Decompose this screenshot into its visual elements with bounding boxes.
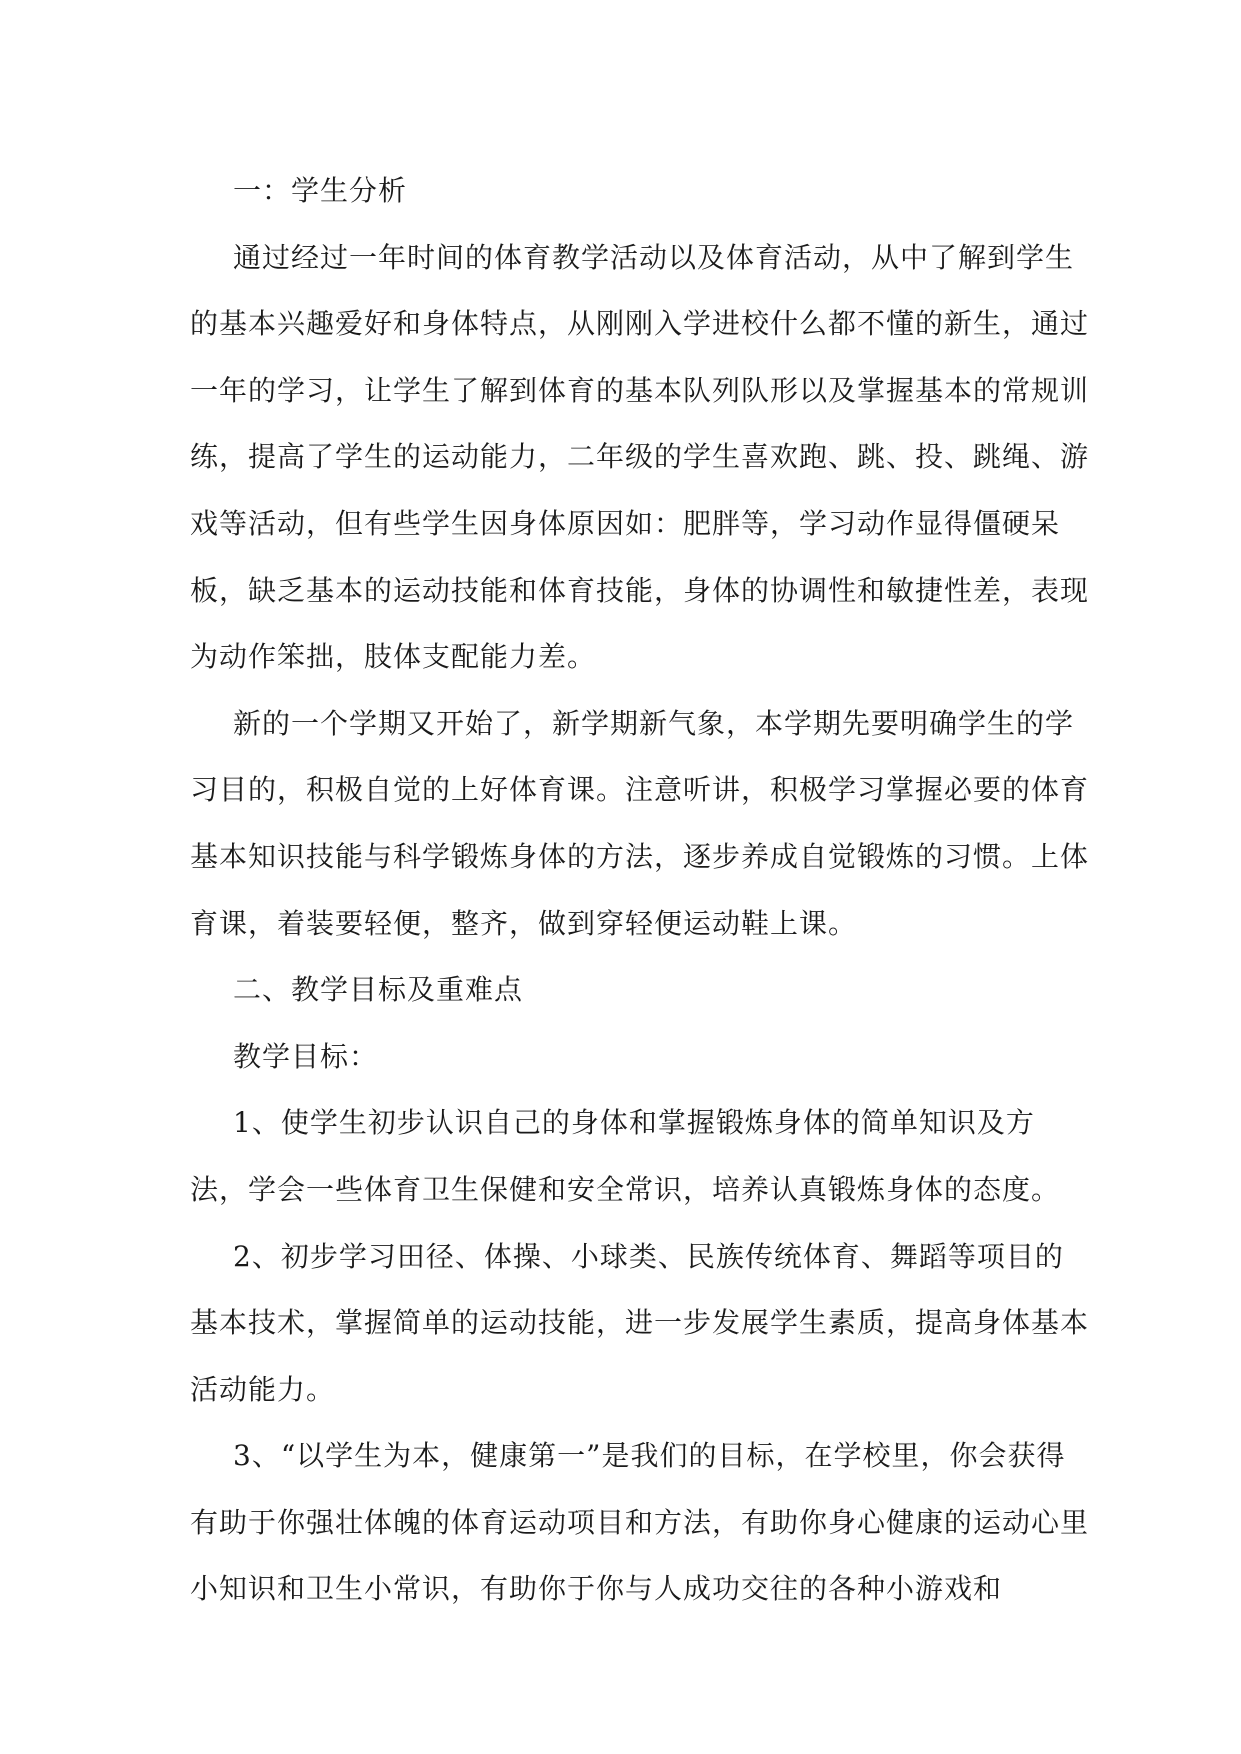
goal-item-2: 2、初步学习田径、体操、小球类、民族传统体育、舞蹈等项目的基本技术，掌握简单的运动技能，进一步发展学生素质，提高身体基本活动能力。 — [190, 1239, 1090, 1406]
goal-item-1: 1、使学生初步认识自己的身体和掌握锻炼身体的简单知识及方法，学会一些体育卫生保健和安全常识，培养认真锻炼身体的态度。 — [190, 1106, 1061, 1206]
paragraph-new-semester: 新的一个学期又开始了，新学期新气象，本学期先要明确学生的学习目的，积极自觉的上好体育课。注意听讲，积极学习掌握必要的体育基本知识技能与科学锻炼身体的方法，逐步养成自觉锻炼的习惯。上体育课，着装要轻便，整齐，做到穿轻便运动鞋上课。 — [190, 706, 1090, 940]
goal-item-3: 3、“以学生为本，健康第一”是我们的目标，在学校里，你会获得有助于你强壮体魄的体育运动项目和方法，有助你身心健康的运动心里小知识和卫生小常识，有助你于你与人成功交往的各种小游戏和 — [190, 1439, 1090, 1606]
teaching-goals-label: 教学目标： — [233, 1039, 379, 1073]
document-body — [190, 158, 1090, 1623]
section-heading-teaching-goals: 二、教学目标及重难点 — [233, 973, 524, 1007]
section-heading-student-analysis: 一：学生分析 — [233, 174, 408, 207]
paragraph-student-analysis: 通过经过一年时间的体育教学活动以及体育活动，从中了解到学生的基本兴趣爱好和身体特点，从刚刚入学进校什么都不懂的新生，通过一年的学习，让学生了解到体育的基本队列队形以及掌握基本的常规训练，提高了学生的运动能力，二年级的学生喜欢跑、跳、投、跳绳、游戏等活动，但有些学生因身体原因如：肥胖等，学习动作显得僵硬呆板，缺乏基本的运动技能和体育技能，身体的协调性和敏捷性差，表现为动作笨拙，肢体支配能力差。 — [190, 240, 1090, 674]
